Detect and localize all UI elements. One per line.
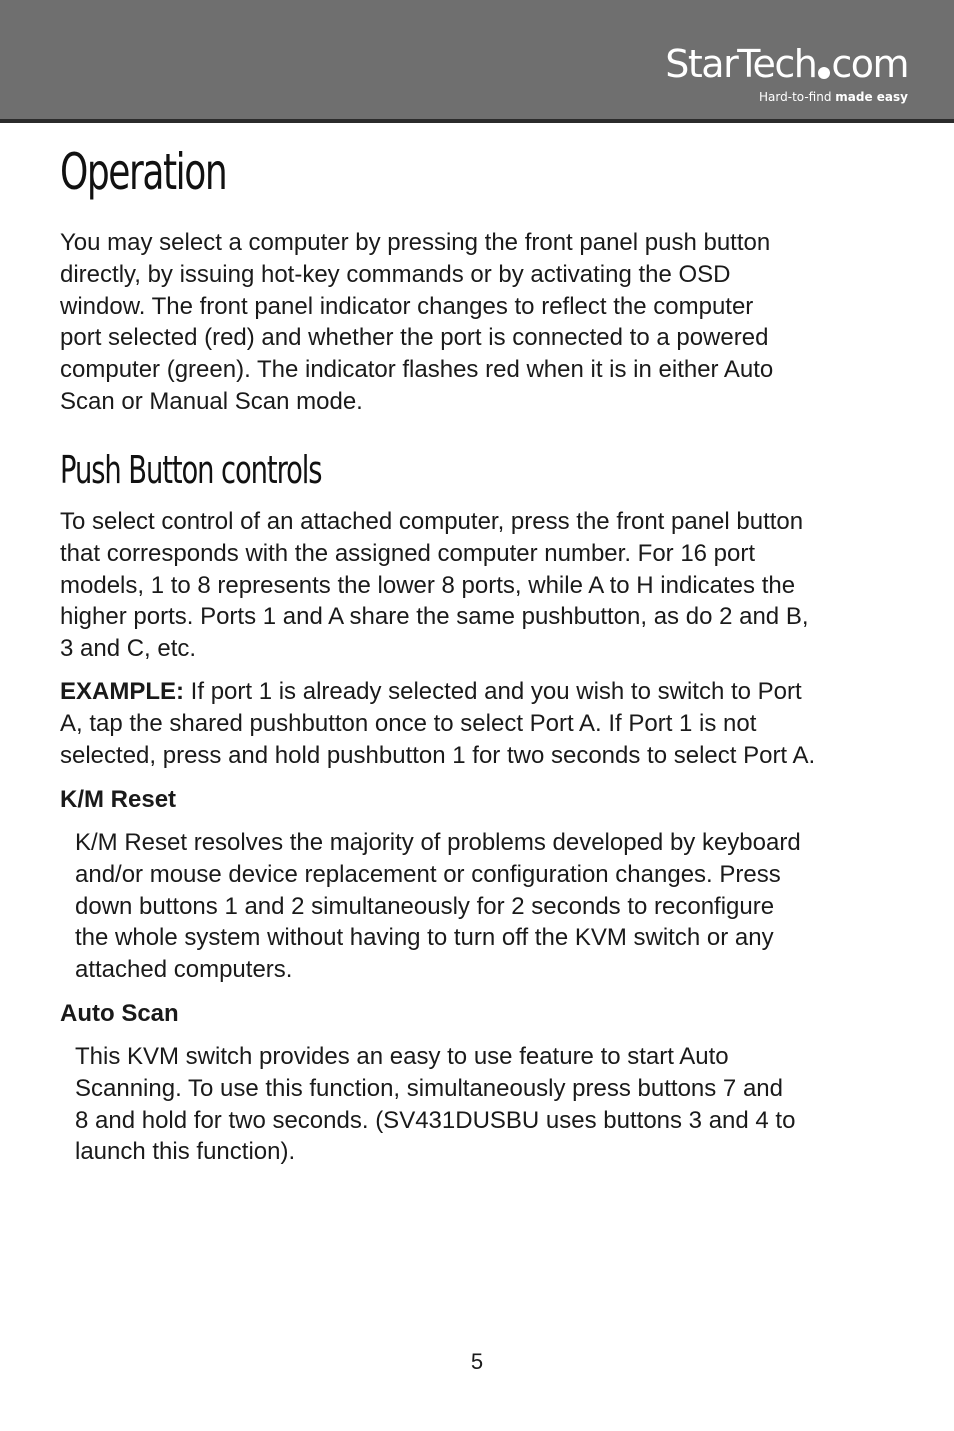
intro-line: directly, by issuing hot-key commands or by activating the OSD	[60, 260, 731, 288]
auto-scan-paragraph	[75, 1041, 795, 1168]
tagline-bold: made easy	[835, 90, 908, 104]
intro-line: Scan or Manual Scan mode.	[60, 387, 363, 415]
push-button-line: 3 and C, etc.	[60, 635, 197, 663]
example-line: If port 1 is already selected and you wish to switch to Port	[184, 678, 802, 705]
auto-scan-line: launch this function).	[75, 1138, 296, 1166]
logo-tagline	[665, 90, 908, 104]
intro-line: window. The front panel indicator changes to reflect the computer	[60, 292, 754, 320]
page-number: 5	[470, 1349, 484, 1374]
intro-line: computer (green). The indicator flashes red when it is in either Auto	[60, 356, 774, 384]
km-reset-line: K/M Reset resolves the majority of problems developed by keyboard	[75, 829, 801, 856]
km-reset-heading: K/M Reset	[60, 786, 177, 813]
km-reset-paragraph	[75, 827, 801, 986]
example-paragraph	[60, 676, 815, 771]
km-reset-line: down buttons 1 and 2 simultaneously for 2 seconds to reconfigure	[75, 892, 775, 920]
push-button-line: higher ports. Ports 1 and A share the same pushbutton, as do 2 and B,	[60, 603, 809, 631]
logo-text-end: com	[831, 42, 908, 86]
auto-scan-line: This KVM switch provides an easy to use feature to start Auto	[75, 1043, 729, 1070]
tagline-regular: Hard-to-find	[759, 90, 836, 104]
logo-dot-icon	[818, 67, 830, 79]
push-button-line: models, 1 to 8 represents the lower 8 ports, while A to H indicates the	[60, 571, 796, 599]
auto-scan-heading: Auto Scan	[60, 1000, 179, 1027]
km-reset-line: and/or mouse device replacement or configuration changes. Press	[75, 860, 781, 888]
intro-line: port selected (red) and whether the port is connected to a powered	[60, 324, 769, 352]
example-label: EXAMPLE:	[60, 678, 185, 705]
km-reset-line: attached computers.	[75, 956, 293, 984]
example-line: A, tap the shared pushbutton once to select Port A. If Port 1 is not	[60, 709, 757, 737]
auto-scan-line: Scanning. To use this function, simultaneously press buttons 7 and	[75, 1074, 783, 1102]
intro-line: You may select a computer by pressing the front panel push button	[60, 229, 771, 256]
startech-logo	[665, 44, 908, 104]
page-title: Operation	[60, 143, 227, 201]
km-reset-line: the whole system without having to turn off the KVM switch or any	[75, 924, 774, 952]
page-header-bar	[0, 0, 954, 123]
logo-text-start: StarTech	[665, 42, 817, 86]
push-button-paragraph	[60, 506, 809, 665]
intro-paragraph	[60, 227, 773, 418]
example-line: selected, press and hold pushbutton 1 for two seconds to select Port A.	[60, 741, 816, 769]
push-button-line: that corresponds with the assigned computer number. For 16 port	[60, 539, 756, 567]
auto-scan-line: 8 and hold for two seconds. (SV431DUSBU uses buttons 3 and 4 to	[75, 1106, 796, 1134]
logo-wordmark	[665, 44, 908, 84]
push-button-line: To select control of an attached computer, press the front panel button	[60, 508, 804, 535]
section-title-push-button: Push Button controls	[60, 448, 322, 492]
